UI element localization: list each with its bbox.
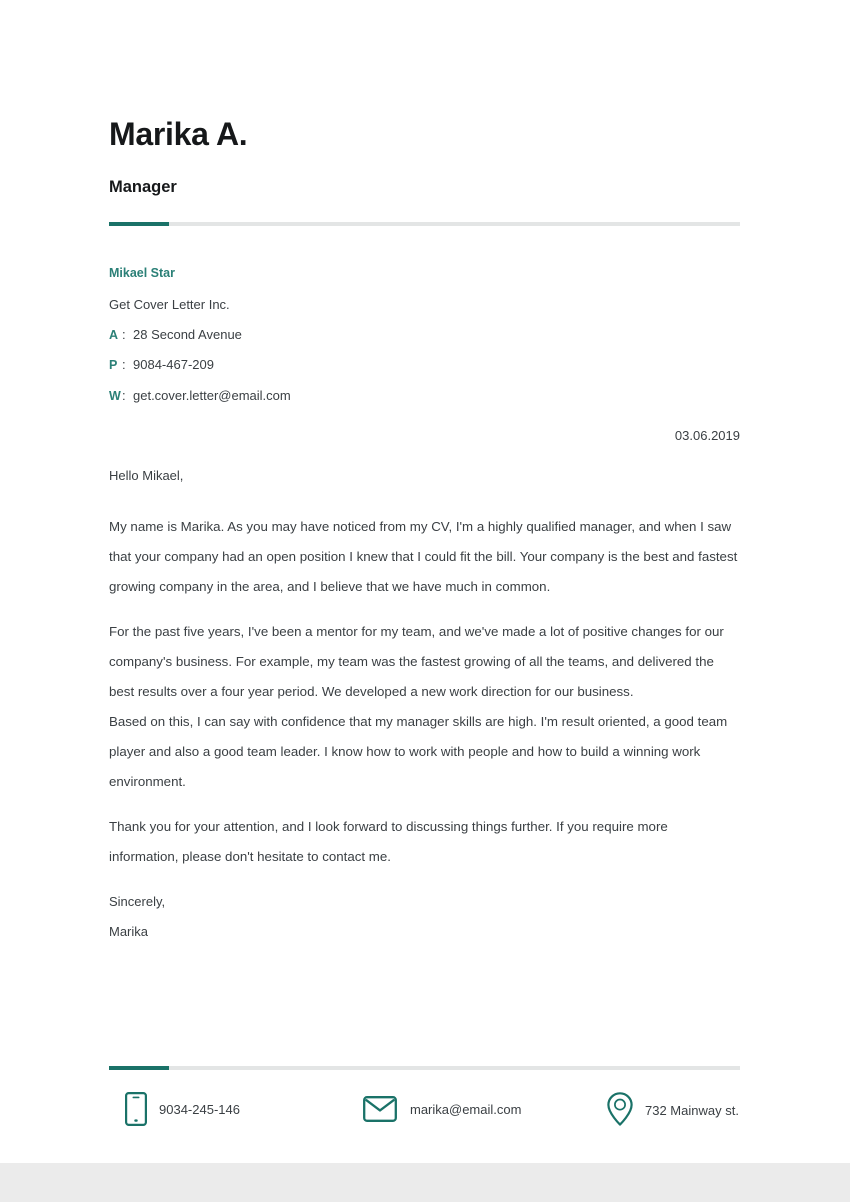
footer-address-text: 732 Mainway st. — [645, 1102, 739, 1118]
page-title: Marika A. — [109, 116, 248, 152]
address-label: A — [109, 327, 119, 342]
address-colon: : — [122, 326, 126, 342]
job-title: Manager — [109, 178, 177, 197]
footer-contact-list — [109, 1070, 740, 1126]
email-colon: : — [122, 387, 126, 403]
header-divider-accent — [109, 222, 169, 226]
letter-content — [109, 0, 740, 947]
recipient-company: Get Cover Letter Inc. — [109, 296, 230, 312]
footer-email-item — [356, 1096, 605, 1122]
header-divider — [109, 222, 740, 226]
footer-email-text: marika@email.com — [410, 1101, 522, 1117]
footer-address-item — [605, 1092, 740, 1126]
location-pin-icon — [607, 1092, 633, 1126]
recipient-phone-row — [109, 341, 740, 372]
phone-label: P — [109, 358, 118, 373]
recipient-address-row — [109, 311, 740, 342]
recipient-name: Mikael Star — [109, 266, 176, 281]
email-label: W — [109, 388, 121, 403]
letter-date: 03.06.2019 — [674, 428, 740, 444]
phone-value: 9084-467-209 — [133, 357, 214, 373]
signature-name: Marika — [109, 924, 149, 940]
body-paragraph: Based on this, I can say with confidence that my manager skills are high. I'm result oriented, a good team player and also a good team leader. I know how to work with people and how to build a winning work environment. — [109, 714, 728, 790]
letter-body — [109, 482, 740, 872]
email-value: get.cover.letter@email.com — [133, 387, 291, 403]
recipient-email-row — [109, 372, 740, 403]
footer-phone-item — [109, 1092, 356, 1126]
envelope-icon — [363, 1096, 397, 1122]
body-paragraph: My name is Marika. As you may have noticed from my CV, I'm a highly qualified manager, and when I saw that your company had an open position I knew that I could fit the bill. Your company is the best and fastest growing company in the area, and I believe that we have much in common. — [109, 519, 738, 595]
address-value: 28 Second Avenue — [133, 326, 242, 342]
footer-divider-accent — [109, 1066, 169, 1070]
footer-phone-text: 9034-245-146 — [159, 1101, 240, 1117]
footer-divider — [109, 1066, 740, 1070]
body-paragraph: For the past five years, I've been a mentor for my team, and we've made a lot of positive changes for our company's business. For example, my team was the fastest growing of all the teams, and delivered the best results over a four year period. We developed a new work direction for our business. — [109, 624, 724, 700]
closing-line: Sincerely, — [109, 894, 166, 910]
phone-colon: : — [122, 357, 126, 373]
body-paragraph: Thank you for your attention, and I look forward to discussing things further. If you require more information, please don't hesitate to contact me. — [109, 819, 668, 865]
salutation: Hello Mikael, — [109, 468, 184, 484]
recipient-block — [109, 226, 740, 402]
letter-footer — [109, 1066, 740, 1126]
signoff-block — [109, 872, 740, 947]
phone-icon — [125, 1092, 147, 1126]
